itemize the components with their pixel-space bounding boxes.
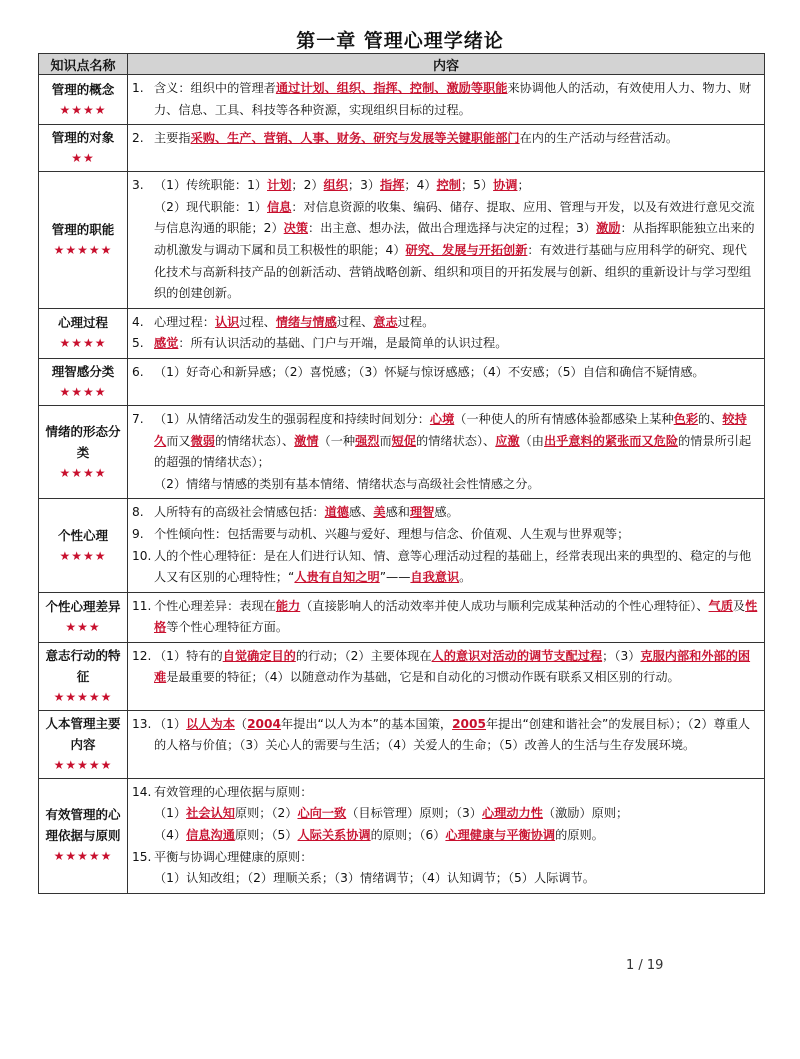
item-text <box>154 128 758 150</box>
content-item <box>132 714 758 757</box>
topic-name: 意志行动的特征 <box>45 647 121 684</box>
item-text <box>154 333 758 355</box>
content-item <box>132 782 758 804</box>
content-item <box>132 362 758 384</box>
content-item <box>132 333 758 355</box>
key-term: 性格 <box>154 598 758 635</box>
importance-stars: ★★★★★ <box>53 849 113 864</box>
text-run: 过程、 <box>239 314 276 329</box>
item-number: 14. <box>132 784 152 799</box>
importance-stars: ★★★★ <box>59 465 107 480</box>
item-text <box>154 409 758 474</box>
text-run: （4） <box>154 828 187 843</box>
key-term: 较持久 <box>154 411 747 448</box>
text-run: （1） <box>154 716 187 731</box>
key-term: 心境 <box>429 411 455 426</box>
importance-stars: ★★★★★ <box>53 242 113 257</box>
importance-stars: ★★ <box>71 151 95 166</box>
item-text <box>154 782 758 804</box>
text-run: （一种使人的所有情感体验都感染上某种 <box>454 411 674 426</box>
text-run: （2）现代职能：1） <box>154 199 268 214</box>
topic-cell <box>39 499 128 592</box>
table-row <box>39 499 765 592</box>
topic-name: 个性心理差异 <box>45 599 121 615</box>
content-item <box>132 825 758 847</box>
text-run: 的原则。 <box>555 828 604 843</box>
key-term: 美 <box>373 505 386 520</box>
topic-cell <box>39 592 128 642</box>
key-term: 应激 <box>495 433 520 448</box>
item-number: 3. <box>132 178 144 193</box>
table-row <box>39 125 765 172</box>
item-text <box>154 502 758 524</box>
column-header-topic: 知识点名称 <box>39 54 128 75</box>
item-text <box>154 474 758 496</box>
key-term: 组织 <box>323 178 348 193</box>
item-number: 4. <box>132 314 144 329</box>
text-run: 的情绪状态）、 <box>214 433 295 448</box>
text-run: 而又 <box>166 433 191 448</box>
topic-cell <box>39 405 128 498</box>
key-term: 决策 <box>283 221 309 236</box>
text-run: 感和 <box>385 505 410 520</box>
content-item <box>132 474 758 496</box>
content-cell <box>128 308 765 358</box>
item-number: 9. <box>132 526 144 541</box>
table-body <box>39 75 765 894</box>
importance-stars: ★★★★ <box>59 102 107 117</box>
key-term: 克服内部和外部的困难 <box>154 648 751 685</box>
table-row <box>39 778 765 893</box>
text-run: 平衡与协调心理健康的原则： <box>154 849 313 864</box>
content-item <box>132 847 758 869</box>
topic-cell <box>39 642 128 710</box>
text-run: ； <box>517 178 530 193</box>
text-run: 过程。 <box>397 314 435 329</box>
content-item <box>132 546 758 589</box>
text-run: 心理过程： <box>154 314 215 329</box>
item-text <box>154 362 758 384</box>
content-cell <box>128 172 765 309</box>
topic-name: 管理的对象 <box>51 130 115 146</box>
item-text <box>154 78 758 121</box>
item-number: 7. <box>132 411 144 426</box>
key-term: 社会认知 <box>186 806 235 821</box>
item-text <box>154 175 758 197</box>
content-item <box>132 502 758 524</box>
item-text <box>154 546 758 589</box>
key-term: 研究、发展与开拓创新 <box>405 242 528 257</box>
text-run: 年提出“创建和谐社会”的发展目标）；（2）尊重人的人格与价值；（3）关心人的需要与生活；（4）关爱人的生命；（5）改善人的生活与生存发展环境。 <box>154 716 751 753</box>
content-item <box>132 78 758 121</box>
text-run: 来协调他人的活动，有效使用人力、物力、财力、信息、工具、科技等各种资源，实现组织目标的过程。 <box>154 81 752 117</box>
key-term: 计划 <box>267 178 292 193</box>
content-cell <box>128 592 765 642</box>
key-term: 信息沟通 <box>186 828 235 843</box>
text-run: （激励）原则； <box>542 806 629 821</box>
topic-name: 有效管理的心理依据与原则 <box>45 807 121 844</box>
key-term: 以人为本 <box>186 716 235 731</box>
text-run: 的原则；（6） <box>370 828 446 843</box>
key-term: 人贵有自知之明 <box>294 570 380 585</box>
text-run: 的、 <box>698 411 723 426</box>
text-run: ；4） <box>404 178 437 193</box>
text-run: （ <box>234 716 248 731</box>
text-run: 个性倾向性：包括需要与动机、兴趣与爱好、理想与信念、价值观、人生观与世界观等； <box>154 526 630 541</box>
topic-cell <box>39 778 128 893</box>
item-text <box>154 596 758 639</box>
item-number: 11. <box>132 598 152 613</box>
content-item <box>132 175 758 197</box>
content-item <box>132 409 758 474</box>
text-run: 等个性心理特征方面。 <box>166 620 289 635</box>
text-run: 的情景所引起的超强的情绪状态）； <box>154 433 752 470</box>
page-title: 第一章 管理心理学绪论 <box>296 30 504 52</box>
topic-name: 个性心理 <box>57 527 108 543</box>
key-term: 2005 <box>452 716 486 731</box>
item-number <box>132 197 154 305</box>
key-term: 通过计划、组织、指挥、控制、激励等职能 <box>275 81 508 95</box>
key-term: 人的意识对活动的调节支配过程 <box>431 648 603 663</box>
knowledge-table <box>38 53 765 894</box>
text-run: 过程、 <box>336 314 374 329</box>
key-term: 自觉确定目的 <box>222 648 296 663</box>
item-text <box>154 312 758 334</box>
text-run: ：从指挥职能独立出来的动机激发与调动下属和员工积极性的职能；4） <box>154 221 755 257</box>
item-text <box>154 524 758 546</box>
importance-stars: ★★★★★ <box>53 757 113 772</box>
column-header-content: 内容 <box>128 54 765 75</box>
text-run: ；3） <box>347 178 381 193</box>
text-run: （1）认知改组；（2）理顺关系；（3）情绪调节；（4）认知调节；（5）人际调节。 <box>154 871 595 886</box>
key-term: 认识 <box>214 314 240 329</box>
text-run: 含义：组织中的管理者 <box>154 81 276 95</box>
item-number: 13. <box>132 716 152 731</box>
content-item <box>132 128 758 150</box>
key-term: 控制 <box>436 178 461 193</box>
importance-stars: ★★★ <box>65 620 101 635</box>
topic-cell <box>39 358 128 405</box>
key-term: 人际关系协调 <box>297 828 371 843</box>
text-run: 及 <box>732 598 746 613</box>
text-run: 而 <box>379 433 392 448</box>
item-text <box>154 803 758 825</box>
key-term: 指挥 <box>380 178 405 193</box>
text-run: 个性心理差异：表现在 <box>154 598 276 613</box>
topic-name: 理智感分类 <box>51 363 115 379</box>
importance-stars: ★★★★ <box>59 384 107 399</box>
text-run: （2）情绪与情感的类别有基本情绪、情绪状态与高级社会性情感之分。 <box>154 476 540 491</box>
key-term: 能力 <box>275 598 301 613</box>
table-row <box>39 308 765 358</box>
item-number: 15. <box>132 849 152 864</box>
key-term: 强烈 <box>355 433 380 448</box>
content-cell <box>128 405 765 498</box>
item-number <box>132 825 154 847</box>
text-run: 年提出“以人为本”的基本国策， <box>281 716 453 731</box>
page-number: 1 / 19 <box>626 958 664 973</box>
text-run: 的行动；（2）主要体现在 <box>295 648 432 663</box>
text-run: 主要指 <box>154 131 191 146</box>
table-row <box>39 75 765 125</box>
text-run: ；（3） <box>602 648 641 663</box>
text-run: 感、 <box>349 505 374 520</box>
key-term: 心理动力性 <box>481 806 543 821</box>
text-run: （1） <box>154 806 187 821</box>
topic-cell <box>39 308 128 358</box>
text-run: 是最重要的特征；（4）以随意动作为基础，它是和自动化的习惯动作既有联系又相区别的行动。 <box>166 670 680 685</box>
table-row <box>39 405 765 498</box>
item-number: 10. <box>132 548 152 563</box>
item-text <box>154 868 758 890</box>
item-text <box>154 714 758 757</box>
text-run: 人所特有的高级社会情感包括： <box>154 505 325 520</box>
text-run: ：有效进行基础与应用科学的研究、现代化技术与高新科技产品的创新活动、营销战略创新、组织和项目的开拓发展与创新、组织的重新设计与学习型组织的创建创新。 <box>154 242 752 301</box>
key-term: 短促 <box>391 433 417 448</box>
key-term: 自我意识 <box>410 570 460 585</box>
text-run: 在内的生产活动与经营活动。 <box>519 131 679 146</box>
text-run: 原则；（2） <box>234 806 298 821</box>
content-item <box>132 197 758 305</box>
text-run: （1）好奇心和新异感；（2）喜悦感；（3）怀疑与惊讶感感；（4）不安感；（5）自信和确信不疑情感。 <box>154 364 705 379</box>
text-run: （1）从情绪活动发生的强弱程度和持续时间划分： <box>154 411 430 426</box>
text-run: ：对信息资源的收集、编码、储存、提取、应用、管理与开发，以及有效进行意见交流与信息沟通的职能；2） <box>154 199 755 236</box>
text-run: ”—— <box>379 570 411 585</box>
content-item <box>132 312 758 334</box>
key-term: 道德 <box>324 505 349 520</box>
content-item <box>132 524 758 546</box>
topic-cell <box>39 710 128 778</box>
text-run: ；2） <box>291 178 324 193</box>
table-header-row <box>39 54 765 75</box>
table-row <box>39 172 765 309</box>
text-run: （目标管理）原则；（3） <box>346 806 482 821</box>
content-cell <box>128 358 765 405</box>
topic-name: 心理过程 <box>57 315 108 331</box>
content-cell <box>128 499 765 592</box>
topic-name: 人本管理主要内容 <box>45 715 121 752</box>
topic-name: 情绪的形态分类 <box>45 423 121 460</box>
text-run: 的情绪状态）、 <box>416 433 496 448</box>
text-run: （1）传统职能：1） <box>154 178 268 193</box>
key-term: 感觉 <box>154 336 179 351</box>
topic-cell <box>39 125 128 172</box>
text-run: （一种 <box>318 433 356 448</box>
text-run: ：所有认识活动的基础、门户与开端，是最简单的认识过程。 <box>178 336 508 351</box>
content-cell <box>128 778 765 893</box>
item-number <box>132 474 154 496</box>
key-term: 采购、生产、营销、人事、财务、研究与发展等关键职能部门 <box>190 131 520 146</box>
topic-name: 管理的职能 <box>51 221 115 237</box>
content-cell <box>128 125 765 172</box>
text-run: （1）特有的 <box>154 648 223 663</box>
key-term: 信息 <box>267 199 292 214</box>
content-item <box>132 803 758 825</box>
item-number: 6. <box>132 364 144 379</box>
item-text <box>154 646 758 689</box>
content-item <box>132 868 758 890</box>
key-term: 意志 <box>373 314 398 329</box>
topic-cell <box>39 75 128 125</box>
item-number <box>132 803 154 825</box>
table-row <box>39 592 765 642</box>
text-run: ：出主意、想办法，做出合理选择与决定的过程；3） <box>308 221 597 236</box>
text-run: （由 <box>519 433 544 448</box>
text-run: 有效管理的心理依据与原则： <box>154 784 313 799</box>
importance-stars: ★★★★ <box>59 548 107 563</box>
item-number: 5. <box>132 336 144 351</box>
key-term: 心向一致 <box>297 806 347 821</box>
item-number: 1. <box>132 81 144 95</box>
key-term: 微弱 <box>190 433 215 448</box>
topic-name: 管理的概念 <box>51 81 115 97</box>
item-number <box>132 868 154 890</box>
key-term: 激情 <box>294 433 319 448</box>
key-term: 协调 <box>493 178 518 193</box>
content-cell <box>128 75 765 125</box>
item-text <box>154 825 758 847</box>
text-run: 人的个性心理特征：是在人们进行认知、情、意等心理活动过程的基础上，经常表现出来的典型的、稳定的与他人又有区别的心理特性；“ <box>154 548 752 585</box>
importance-stars: ★★★★★ <box>53 689 113 704</box>
item-number: 8. <box>132 505 144 520</box>
text-run: 感。 <box>434 505 459 520</box>
key-term: 情绪与情感 <box>275 314 337 329</box>
key-term: 2004 <box>247 716 281 731</box>
text-run: 。 <box>459 570 472 585</box>
item-text <box>154 197 758 305</box>
key-term: 理智 <box>409 505 435 520</box>
table-row <box>39 358 765 405</box>
importance-stars: ★★★★ <box>59 336 107 351</box>
content-cell <box>128 710 765 778</box>
content-item <box>132 596 758 639</box>
text-run: （直接影响人的活动效率并使人成功与顺利完成某种活动的个性心理特征）、 <box>300 598 709 613</box>
text-run: 原则；（5） <box>234 828 298 843</box>
key-term: 激励 <box>596 221 621 236</box>
key-term: 出乎意料的紧张而又危险 <box>544 433 679 448</box>
item-number: 12. <box>132 648 152 663</box>
content-item <box>132 646 758 689</box>
table-row <box>39 642 765 710</box>
table-row <box>39 710 765 778</box>
key-term: 气质 <box>708 598 733 613</box>
content-cell <box>128 642 765 710</box>
text-run: ；5） <box>460 178 494 193</box>
key-term: 色彩 <box>673 411 699 426</box>
key-term: 心理健康与平衡协调 <box>445 828 556 843</box>
topic-cell <box>39 172 128 309</box>
item-number: 2. <box>132 131 144 146</box>
item-text <box>154 847 758 869</box>
